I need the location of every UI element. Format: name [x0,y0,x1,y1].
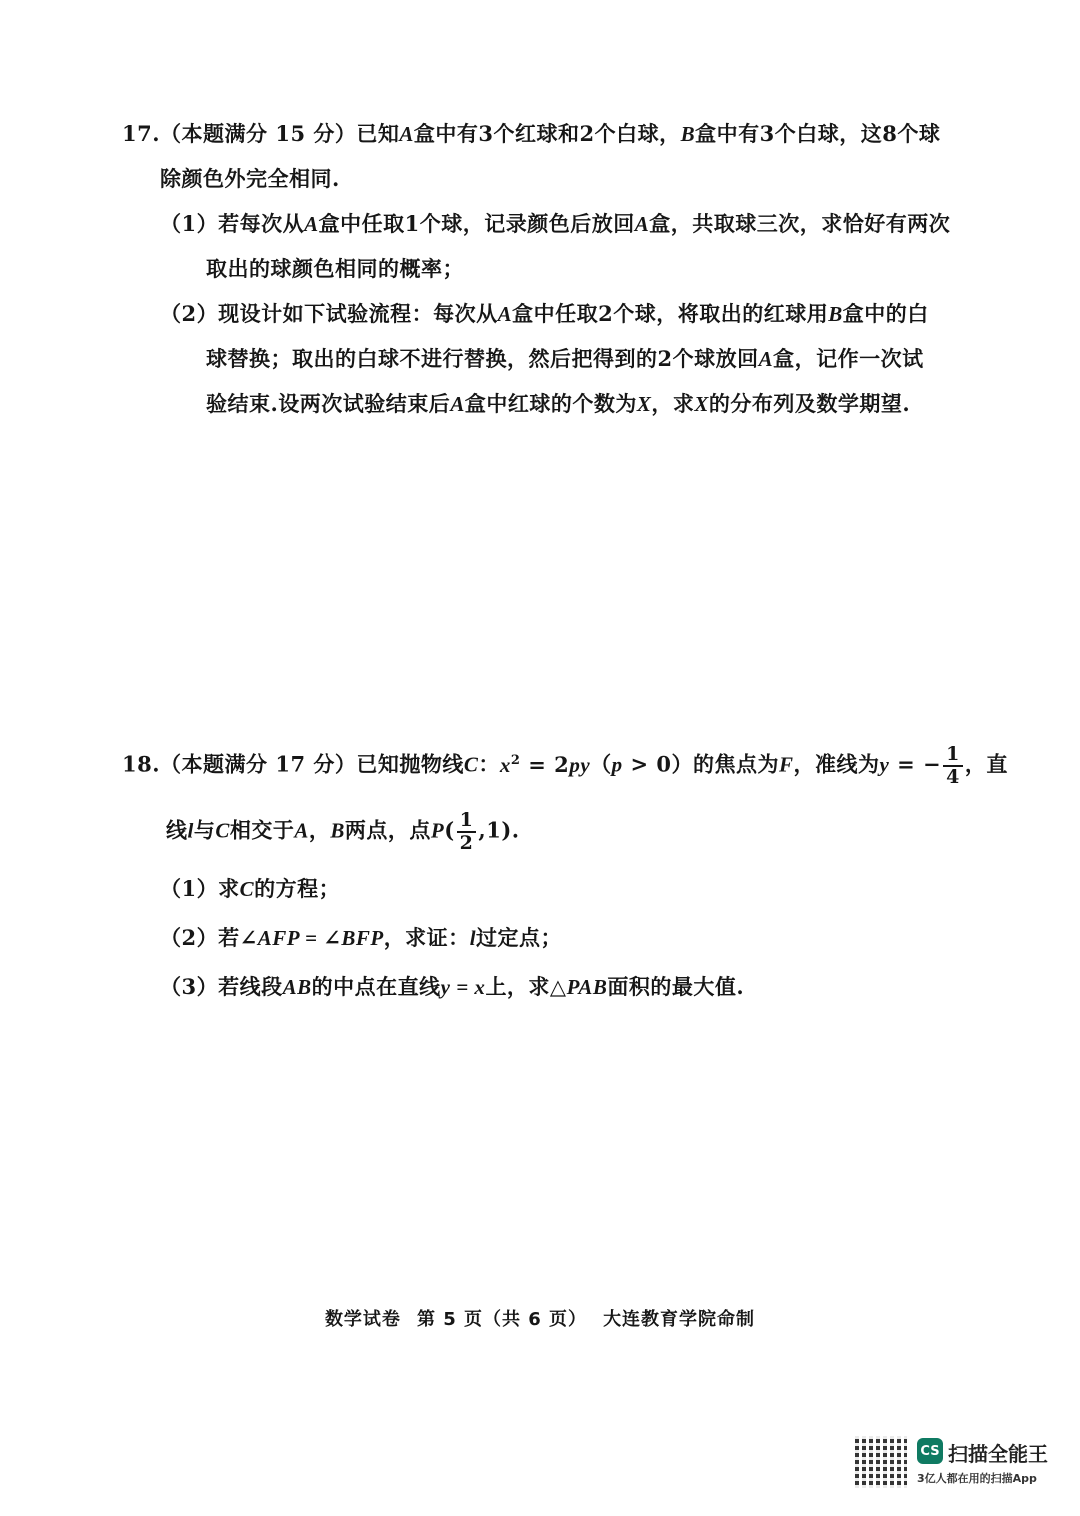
point-p-coords: ,1) [478,817,512,843]
fraction-denominator: 4 [946,766,960,788]
segment-ab: AB [282,975,312,999]
q18-part2 [160,922,562,952]
q17-part1-text: 若每次从 [218,211,305,236]
footer-publisher: 大连教育学院命制 [603,1309,756,1330]
q17-part2-text: 球替换；取出的白球不进行替换，然后把得到的2个球放回 [206,346,759,371]
q17-part2-line-3 [206,388,910,418]
q18-part2-label: （2） [160,925,219,950]
q17-text: 盒中有3个白球，这8个球 [695,121,941,146]
angle-equation: ∠AFP = ∠BFP [239,926,384,950]
point-p: P [430,818,445,843]
q18-part1-label: （1） [160,876,219,901]
q17-part1-line-1 [160,208,950,238]
curve-c: C [239,877,255,901]
q17-part2-text: 盒，记作一次试 [773,346,924,371]
q17-text: 盒中有3个红球和2个白球， [413,121,681,146]
focus-f: F [778,752,794,777]
curve-c: C [463,752,479,777]
q17-part2-text: 现设计如下试验流程：每次从 [218,301,498,326]
directrix-fraction [943,744,963,788]
q17-part1-label: （1） [160,211,219,236]
q18-line-2 [166,810,520,854]
q17-part2-text: 的分布列及数学期望. [708,391,911,416]
line-y-equals-x: y = x [440,975,486,999]
page-footer [0,1305,1080,1331]
q18-text: 两点，点 [344,817,431,843]
q17-line-1 [122,118,940,148]
directrix-eq: = − [889,751,942,777]
eq-x: x [499,752,511,777]
eq-exponent: 2 [510,752,521,768]
q17-part2-text: 盒中的白 [842,301,929,326]
q18-part3-text: 若线段 [218,974,283,999]
parabola-equation [500,752,590,777]
q18-part3-label: （3） [160,974,219,999]
q18-part3-text: 上，求△ [485,974,567,999]
q17-part2-line-2 [206,343,924,373]
q17-part1-text: 盒，共取球三次，求恰好有两次 [649,211,951,236]
q18-text: ，准线为 [793,751,880,777]
eq-rhs: = 2 [520,751,570,777]
q17-text: 已知 [356,121,400,146]
q18-part3-text: 的中点在直线 [311,974,441,999]
condition-p: p [611,752,623,777]
fraction-numerator: 1 [943,744,963,767]
q18-text: . [511,817,520,843]
q18-line-1 [122,744,1008,788]
q17-part2-text: 验结束.设两次试验结束后 [206,391,451,416]
q18-part2-text: 过定点； [476,925,563,950]
box-a-label: A [450,392,465,416]
q18-part1-text: 求 [218,876,240,901]
q17-part2-label: （2） [160,301,219,326]
q18-part2-text: 若 [218,925,240,950]
qr-code-icon [855,1436,907,1488]
q18-score: （本题满分 17 分） [160,751,357,777]
point-p-fraction [457,810,477,854]
line-l: l [187,818,194,843]
footer-page-number: 第 5 页（共 6 页） [416,1309,588,1330]
q17-line-2: 除颜色外完全相同. [160,166,340,191]
variable-x: X [636,392,652,416]
point-b: B [330,818,345,843]
box-b-label: B [828,302,843,326]
q17-part2-text: ，求 [651,391,695,416]
q18-part1 [160,873,340,903]
box-a-label: A [304,212,319,236]
q18-text: ，直 [964,751,1008,777]
q17-part2-text: 盒中任取2个球，将取出的红球用 [512,301,829,326]
directrix-y: y [879,752,890,777]
q18-part3 [160,971,744,1001]
fraction-numerator: 1 [457,810,477,833]
box-b-label: B [680,122,696,146]
q17-part1-text: 盒中任取1个球，记录颜色后放回 [318,211,635,236]
condition: （ [590,751,612,777]
line-l: l [469,926,477,950]
q17-part2-text: 盒中红球的个数为 [464,391,637,416]
q18-text: 已知抛物线 [356,751,464,777]
footer-subject: 数学试卷 [324,1309,401,1330]
q18-part3-text: 面积的最大值. [607,974,745,999]
triangle-pab: PAB [566,975,608,999]
q18-text: ： [478,751,500,777]
q18-part2-text: ，求证： [383,925,470,950]
q18-text: 线 [166,817,188,843]
q18-number: 18. [122,751,161,777]
q18-text: 相交于 [229,817,295,843]
fraction-denominator: 2 [459,832,474,854]
variable-x: X [694,392,709,416]
q18-text: 的焦点为 [692,751,779,777]
scanner-watermark [855,1436,1055,1492]
box-a-label: A [399,122,414,146]
curve-c: C [215,818,230,843]
q18-text: ， [308,817,331,843]
point-a: A [294,818,309,843]
box-a-label: A [634,212,650,236]
q17-part2-line-1 [160,298,929,328]
eq-py: py [569,752,591,777]
point-p-coords: ( [444,817,455,843]
watermark-app-name: 扫描全能王 [948,1442,1048,1466]
box-a-label: A [758,347,774,371]
q17-score: （本题满分 15 分） [160,121,357,146]
q17-number: 17. [122,121,161,146]
camscanner-logo-icon: CS [917,1438,943,1464]
watermark-tagline: 3亿人都在用的扫描App [917,1472,1037,1485]
box-a-label: A [497,302,513,326]
q17-part1-line-2: 取出的球颜色相同的概率； [206,256,464,281]
condition: > 0） [622,751,693,777]
q18-part1-text: 的方程； [254,876,341,901]
q18-text: 与 [193,817,216,843]
